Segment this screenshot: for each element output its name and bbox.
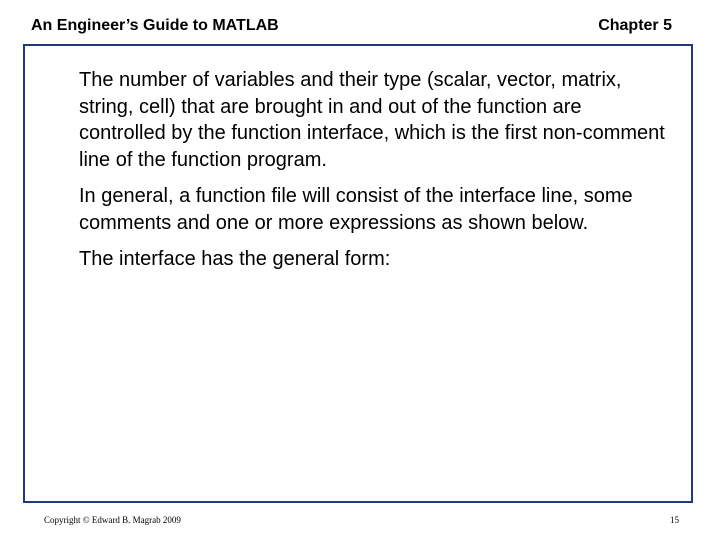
chapter-label: Chapter 5 <box>598 17 672 34</box>
page-number: 15 <box>670 515 679 525</box>
paragraph-function-file: In general, a function file will consist of the interface line, some comments and one or more expressions as shown below. <box>79 185 633 234</box>
slide-body <box>79 67 669 283</box>
copyright-notice: Copyright © Edward B. Magrab 2009 <box>44 515 181 525</box>
paragraph-function-interface: The number of variables and their type (scalar, vector, matrix, string, cell) that are brought in and out of the function are controlled by the function interface, which is the first non-comment line of the function program. <box>79 69 665 171</box>
book-title: An Engineer’s Guide to MATLAB <box>31 17 279 34</box>
paragraph-general-form: The interface has the general form: <box>79 248 391 270</box>
